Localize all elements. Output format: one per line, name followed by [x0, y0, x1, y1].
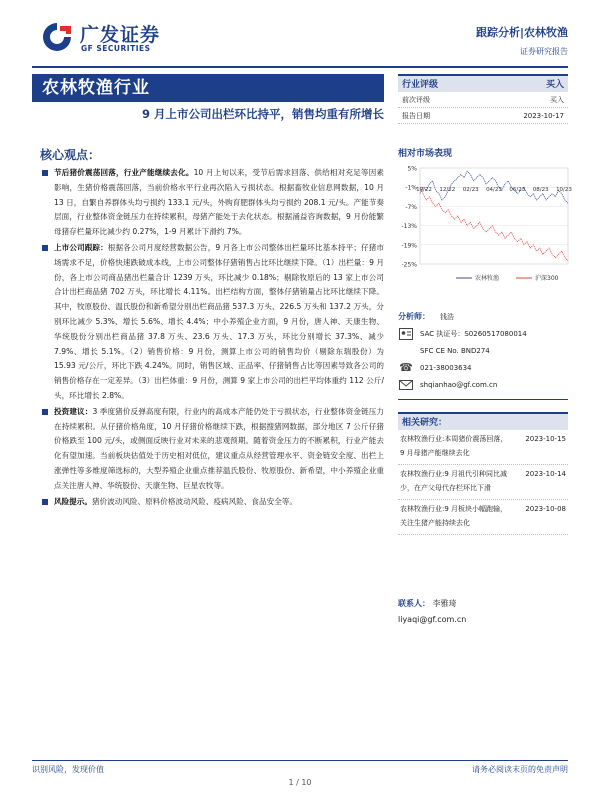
related-item-title[interactable]: 农林牧渔行业:本周猪价震荡回落，9 月母猪产能继续去化 [400, 435, 508, 457]
paragraph-risk [40, 495, 384, 510]
header-divider [32, 66, 568, 68]
phone-icon: ☎ [399, 361, 413, 374]
contact-name: 李雅琦 [432, 599, 457, 608]
paragraph-text: 10 月上旬以来，受节后需求回落、供给相对充足等因素影响，生猪价格震荡回落，当前价格水平行业再次陷入亏损状态。根据畜牧业信息网数据，10 月 13 日，自繁自养群体头均亏损约 133.1 元/头，外购育肥群体头均亏损约 208.1 元/头。产能节奏层面，行业整体资金链压力在持续累积，母猪产能处于去化状态。根据涌益咨询数据，9 月份能繁母猪存栏量环比减少约 0.27%，1-9 月累计下滑约 7%。 [54, 168, 384, 237]
legend-label: 农林牧渔 [475, 275, 500, 282]
contact-block [398, 596, 568, 628]
x-tick-label: 06/23 [509, 186, 526, 193]
rating-row-value: 买入 [550, 96, 564, 104]
rating-row-date [398, 108, 568, 124]
paragraph-text: 3 季度猪价反弹高度有限，行业内的高成本产能仍处于亏损状态，行业整体资金链压力在持续累积。从仔猪价格角度，10 月仔猪价格继续下跌，根据搜猪网数据，部分地区 7 公斤仔猪价格跌至 100 元/头，或侧面反映行业对未来的悲观预期。随着资金压力的不断累积，行业产能去化有望加速。当前板块估值处于历史相对低位，建议重点从经营管理水平、资金链安全度、出栏上涨弹性等多维度筛选标的，大型养殖企业重点推荐温氏股份、牧原股份、新希望，中小养殖企业重点关注唐人神、华统股份、天康生物、巨星农牧等。 [54, 406, 385, 490]
rating-row-label: 前次评级 [402, 96, 430, 104]
y-tick-label: -25% [401, 261, 417, 269]
bullet-square-icon [42, 170, 48, 176]
paragraph-company-tracking [40, 241, 384, 404]
bullet-square-icon [42, 409, 48, 415]
paragraph-lead: 上市公司跟踪： [54, 242, 108, 252]
related-item-title[interactable]: 农林牧渔行业:9 月祖代引种同比减少，在产父母代存栏环比下滑 [400, 470, 508, 492]
logo-text-cn: 广发证券 [80, 24, 161, 46]
gf-logo-mark-icon [40, 20, 74, 54]
report-category: 证券研究报告 [520, 47, 568, 56]
y-tick-label: 5% [407, 165, 417, 173]
rating-value: 买入 [545, 80, 564, 90]
analyst-email-row[interactable] [398, 376, 568, 393]
report-headline: 9 月上市公司出栏环比持平，销售均重有所增长 [141, 107, 384, 121]
report-type: 跟踪分析|农林牧渔 [475, 26, 568, 39]
analyst-sfc-row [398, 342, 568, 359]
analyst-sfc: SFC CE No. BND274 [420, 346, 490, 355]
paragraph-lead: 节后猪价震荡回落，行业产能继续去化。 [54, 168, 194, 177]
paragraph-lead: 投资建议： [54, 406, 93, 416]
related-research-box [398, 412, 568, 535]
rating-row-previous [398, 92, 568, 108]
core-view-heading: 核心观点： [40, 148, 101, 162]
rating-title: 行业评级 [402, 80, 439, 90]
rating-header [398, 74, 568, 92]
contact-email[interactable]: liyaqi@gf.com.cn [398, 615, 467, 624]
x-tick-label: 12/22 [439, 186, 456, 193]
paragraph-text: 根据各公司月度经营数据公告，9 月各上市公司整体出栏量环比基本持平；仔猪市场需求不足，价格快速跌破成本线，上市公司整体仔猪销售占比环比继续下降。（1）出栏量：9 月份，各上市公司商品猪出栏量合计 1239 万头，环比减少 0.18%；剔除牧原后的 13 家上市公司合计出栏商品猪 702 万头，环比增长 4.11%。出栏结构方面，整体仔猪销量占比环比继续下降。其中，牧原股份、温氏股份和新希望分别出栏商品猪 537.3 万头、226.5 万头和 137.2 万头，分别环比减少 5.3%、增长 5.6%、增长 4.4%；中小养殖企业方面，9 月份，唐人神、天康生物、华统股份分别出栏商品猪 37.8 万头、23.6 万头、17.3 万头，环比分别增长 37.3%、减少 7.9%、增长 5.1%。（2）销售价格：9 月份，测算上市公司的销售均价（剔除东瑞股份）为 15.93 元/公斤，环比下跌 4.24%。同时，销售区域、正品率、仔猪销售占比等因素导致各公司的销售价格存在一定差异。（3）出栏体重：9 月份，测算 9 家上市公司的出栏平均体重约 112 公斤/头，环比增长 2.8%。 [54, 242, 384, 400]
rating-row-label: 报告日期 [402, 112, 430, 120]
series-line-index [420, 187, 568, 261]
core-view-body [40, 166, 384, 510]
footer-slogan: 识别风险，发现价值 [32, 765, 104, 774]
analyst-label: 分析师： [398, 312, 430, 321]
analyst-phone: 021-38003634 [420, 363, 472, 372]
id-card-icon [398, 327, 414, 341]
x-tick-label: 10/22 [416, 186, 432, 193]
footer-divider [32, 760, 568, 761]
x-tick-label: 10/23 [556, 186, 572, 193]
relative-performance-chart [392, 160, 574, 288]
footer-disclaimer: 请务必阅读末页的免责声明 [472, 765, 568, 774]
logo-text-en: GF SECURITIES [81, 44, 151, 53]
analyst-name: 钱浩 [440, 312, 454, 321]
related-item-title[interactable]: 农林牧渔行业:9 月板块小幅跑输，关注生猪产能持续去化 [400, 505, 508, 527]
mail-icon [398, 378, 414, 392]
related-item-date: 2023-10-08 [525, 505, 566, 513]
y-tick-label: -7% [405, 203, 417, 211]
analyst-divider [398, 399, 568, 400]
related-research-item[interactable] [398, 430, 568, 465]
y-tick-label: -13% [401, 223, 417, 231]
rating-box [398, 74, 568, 124]
related-item-date: 2023-10-14 [525, 470, 566, 478]
paragraph-investment-advice [40, 405, 384, 494]
plot-frame [420, 168, 568, 264]
x-tick-label: 08/23 [532, 186, 549, 193]
x-tick-label: 02/23 [462, 186, 479, 193]
rating-row-value: 2023-10-17 [523, 112, 564, 120]
report-type-block [476, 24, 568, 57]
related-research-title: 相关研究： [398, 412, 568, 430]
paragraph-lead: 风险提示。 [54, 496, 92, 506]
y-tick-label: -19% [401, 242, 417, 250]
y-tick-label: -1% [405, 184, 417, 192]
analyst-name-row [398, 308, 568, 325]
related-item-date: 2023-10-15 [525, 435, 566, 443]
analyst-sac: SAC 执证号：S0260517080014 [420, 329, 527, 338]
market-performance-title: 相对市场表现 [398, 149, 453, 159]
related-research-item[interactable] [398, 465, 568, 500]
x-tick-label: 04/23 [486, 186, 502, 193]
analyst-block [398, 308, 568, 400]
legend-label: 沪深300 [535, 275, 559, 282]
paragraph-hog-price [40, 166, 384, 240]
bullet-square-icon [42, 499, 48, 505]
contact-label: 联系人： [398, 599, 430, 608]
contact-row [398, 596, 568, 612]
sector-title: 农林牧渔行业 [32, 74, 384, 102]
analyst-sac-row [398, 325, 568, 342]
paragraph-text: 猪价波动风险、原料价格波动风险、疫病风险、食品安全等。 [91, 496, 297, 506]
page-number: 1 / 10 [288, 778, 312, 787]
analyst-phone-row [398, 359, 568, 376]
analyst-email[interactable]: shqianhao@gf.com.cn [420, 380, 498, 389]
gf-securities-logo [40, 20, 190, 56]
bullet-square-icon [42, 245, 48, 251]
related-research-item[interactable] [398, 500, 568, 535]
